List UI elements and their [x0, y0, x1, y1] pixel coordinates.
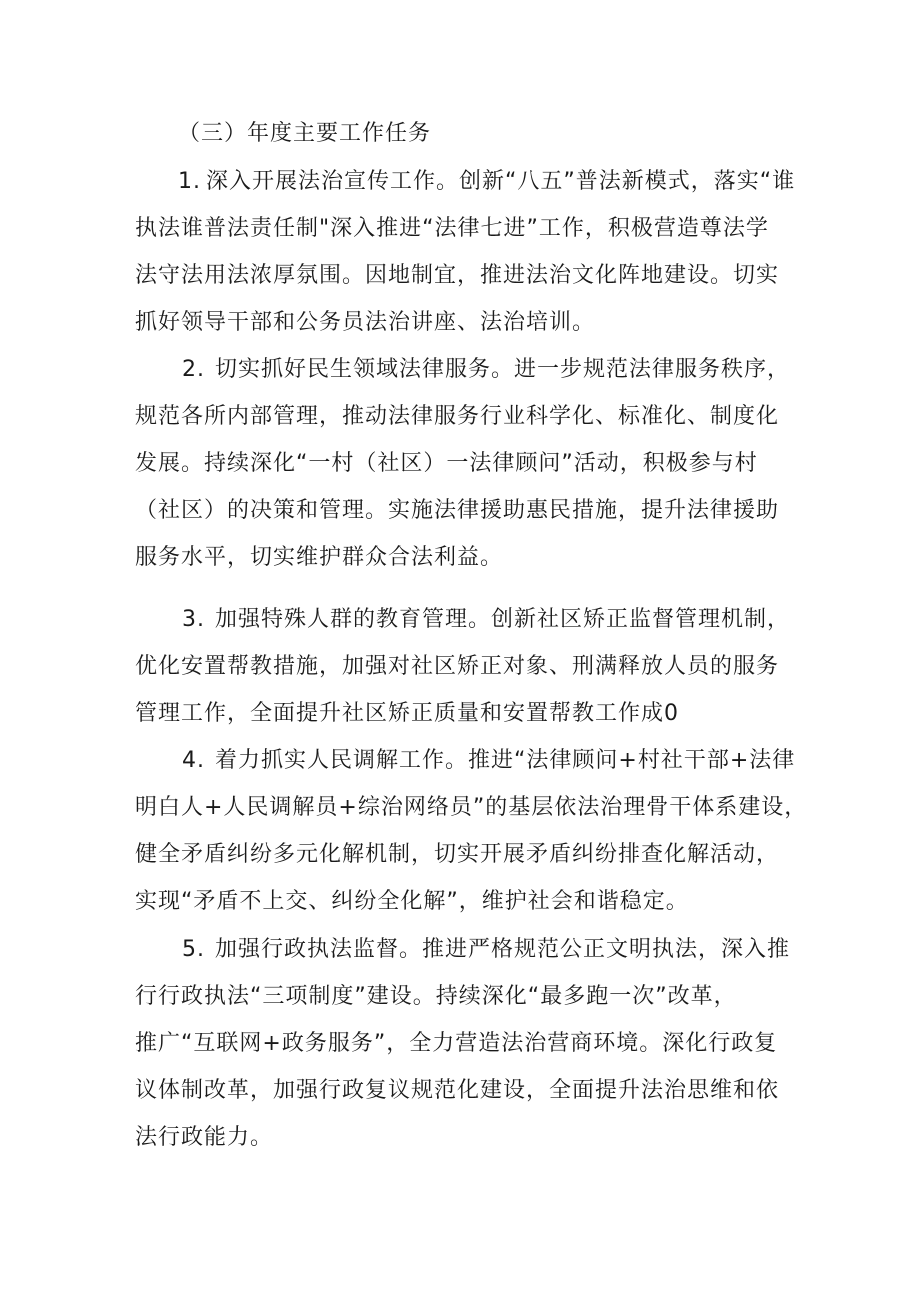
item-1-number: 1.	[178, 169, 201, 194]
item-1-line-1: 深入开展法治宣传工作。创新“八五”普法新模式，落实“谁	[206, 169, 796, 194]
item-3-number: 3.	[182, 607, 205, 632]
item-1-line-2: 执法谁普法责任制"深入推进“法律七进”工作，积极营造尊法学	[135, 216, 769, 241]
item-4-line-3: 健全矛盾纠纷多元化解机制，切实开展矛盾纠纷排查化解活动，	[135, 842, 780, 867]
item-5-line-2: 行行政执法“三项制度”建设。持续深化“最多跑一次”改革，	[135, 984, 737, 1009]
item-3-line-3: 管理工作，全面提升社区矫正质量和安置帮教工作成0	[135, 701, 679, 726]
item-5-number: 5.	[182, 937, 205, 962]
item-1-line-3: 法守法用法浓厚氛围。因地制宜，推进法治文化阵地建设。切实	[135, 263, 780, 288]
item-5-line-3: 推广“互联网+政务服务”，全力营造法治营商环境。深化行政复	[135, 1031, 778, 1056]
item-2-line-5: 服务水平，切实维护群众合法利益。	[135, 545, 504, 570]
item-2-line-1: 切实抓好民生领域法律服务。进一步规范法律服务秩序，	[215, 357, 791, 382]
item-4-line-4: 实现“矛盾不上交、纠纷全化解”，维护社会和谐稳定。	[135, 889, 689, 914]
item-4-line-2: 明白人+人民调解员+综治网络员”的基层依法治理骨干体系建设，	[135, 795, 808, 820]
item-2-line-3: 发展。持续深化“一村（社区）一法律顾问”活动，积极参与村	[135, 451, 758, 476]
item-3-line-2: 优化安置帮教措施，加强对社区矫正对象、刑满释放人员的服务	[135, 654, 780, 679]
item-5-line-1: 加强行政执法监督。推进严格规范公正文明执法，深入推	[215, 937, 791, 962]
item-5-line-5: 法行政能力。	[135, 1125, 274, 1150]
item-5-line-4: 议体制改革，加强行政复议规范化建设，全面提升法治思维和依	[135, 1078, 780, 1103]
item-3-line-1: 加强特殊人群的教育管理。创新社区矫正监督管理机制，	[215, 607, 791, 632]
item-2-number: 2.	[182, 357, 205, 382]
item-1-line-4: 抓好领导干部和公务员法治讲座、法治培训。	[135, 310, 596, 335]
item-2-line-4: （社区）的决策和管理。实施法律援助惠民措施，提升法律援助	[135, 498, 780, 523]
item-4-number: 4.	[182, 748, 205, 773]
section-heading: （三）年度主要工作任务	[178, 121, 432, 146]
item-4-line-1: 着力抓实人民调解工作。推进“法律顾问+村社干部+法律	[215, 748, 796, 773]
item-2-line-2: 规范各所内部管理，推动法律服务行业科学化、标准化、制度化	[135, 404, 780, 429]
